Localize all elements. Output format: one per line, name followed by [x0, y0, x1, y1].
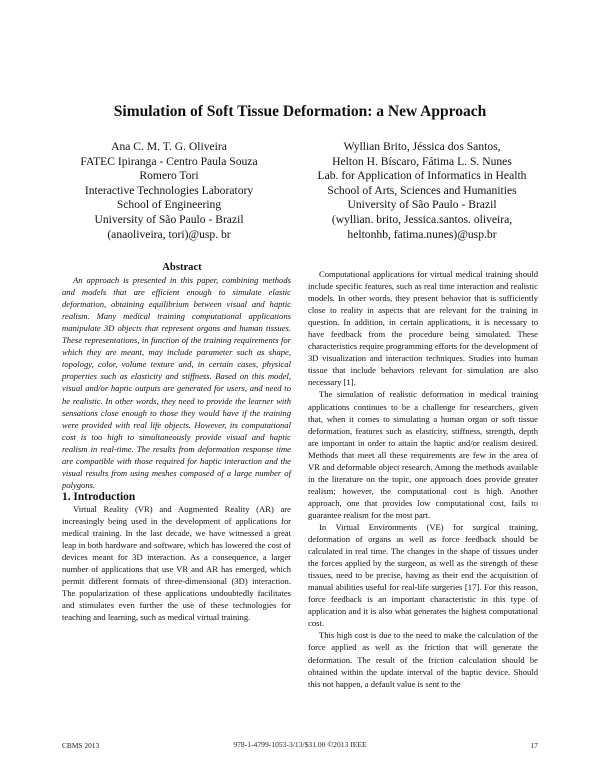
author-line: Lab. for Application of Informatics in Health: [317, 169, 527, 183]
author-line: FATEC Ipiranga - Centro Paula Souza: [80, 154, 258, 168]
author-line: Wyllian Brito, Jéssica dos Santos,: [343, 140, 501, 153]
author-line: School of Engineering: [116, 198, 222, 212]
author-line: Romero Tori: [139, 169, 199, 183]
body-paragraph: In Virtual Environments (VE) for surgical training, deformation of organs as well as force feedback should be calculated in real time. The changes in the shape of tissues under the forces applied by the surgeon, as well as the strength of these tissues, need to be precise, having as their end the acquisition of manual abilities useful for real-life surgeries [17]. For this reason, force feedback is an important characteristic in this type of application and it is also what generates the highest computational cost.: [308, 521, 538, 629]
author-line: Helton H. Bíscaro, Fátima L. S. Nunes: [332, 154, 512, 168]
author-line: (wyllian. brito, Jessica.santos. oliveira,: [331, 212, 513, 226]
author-line: Interactive Technologies Laboratory: [84, 183, 254, 197]
abstract-heading: Abstract: [162, 262, 202, 273]
author-line: (anaoliveira, tori)@usp. br: [107, 227, 231, 241]
author-block: [60, 140, 540, 240]
body-paragraph: This high cost is due to the need to make the calculation of the force applied as well as the friction that will generate the deformation. The result of the friction calculation should be obtained within the update interval of the haptic device. Should this not happen, a default value is sent to the: [308, 630, 538, 689]
author-line: heltonhb, fatima.nunes)@usp.br: [347, 227, 497, 241]
footer-conference: CBMS 2013: [62, 741, 100, 750]
paper-title: Simulation of Soft Tissue Deformation: a New Approach: [113, 103, 487, 120]
intro-paragraph: Virtual Reality (VR) and Augmented Reality (AR) are increasingly being used in the development of applications for medical training. In the last decade, we have witnessed a great leap in both hardware and software, which has lowered the cost of devices meant for 3D interaction. As a consequence, a larger number of applications that use VR and AR has emerged, which permit different formats of three-dimensional (3D) interaction. The popularization of these applications undoubtedly facilitates and stimulates even further the use of these technologies for teaching and learning, such as medical virtual training.: [62, 503, 291, 623]
author-line: School of Arts, Sciences and Humanities: [327, 183, 517, 197]
author-line: University of São Paulo - Brazil: [94, 212, 244, 226]
body-paragraph: Computational applications for virtual medical training should include specific features, such as real time interaction and realistic models. In other words, they present behavior that is sufficiently close to reality in aspects that are relevant for the training in question. In addition, in certain applications, it is necessary to have feedback from the procedure being simulated. These characteristics require programming efforts for the development of 3D visualization and interaction techniques. Studies into human tissue that include behaviors relevant for simulation are also necessary [1].: [308, 269, 538, 388]
section-heading-introduction: 1. Introduction: [62, 490, 136, 503]
author-line: Ana C. M. T. G. Oliveira: [111, 140, 227, 153]
body-paragraph: The simulation of realistic deformation in medical training applications continues to be a challenge for researchers, given that, when it comes to simulating a human organ or soft tissue deformation, features such as elasticity, stiffness, strength, depth are important in order to attain the haptic and/or realism desired. Methods that meet all these requirements are few in the area of VR and deformable object research. Among the methods available in the literature on the topic, one approach does provide greater realism; however, the computational cost is high. Another approach, one that provides low computational cost, fails to guarantee realism for the most part.: [308, 389, 538, 520]
abstract-text: An approach is presented in this paper, combining methods and models that are efficient enough to simulate elastic deformation, obtaining equilibrium between visual and haptic realism. Many medical training computational applications manipulate 3D objects that represent organs and human tissues. These representations, in function of the training requirements for which they are meant, may include parameter such as shape, topology, color, volume texture and, in certain cases, physical properties such as elasticity and stiffness. Based on this model, visual and/or haptic outputs are generated for users, and need to be realistic. In other words, they need to provide the learner with sensations close enough to those they would have if the training were provided with real life objects. However, its computational cost is too high to simultaneously provide visual and haptic realism in real-time. The results from deformation response time are compatible with those required for haptic interaction and the visual results from using meshes composed of a large number of polygons.: [62, 275, 291, 490]
right-column: [308, 268, 538, 690]
author-line: University of São Paulo - Brazil: [347, 198, 497, 212]
author-affiliation-left: [60, 140, 278, 242]
footer-page-number: 17: [530, 741, 538, 750]
footer-copyright: 978-1-4799-1053-3/13/$31.00 ©2013 IEEE: [233, 740, 367, 749]
author-affiliation-right: [292, 140, 552, 242]
left-column: [62, 262, 291, 623]
